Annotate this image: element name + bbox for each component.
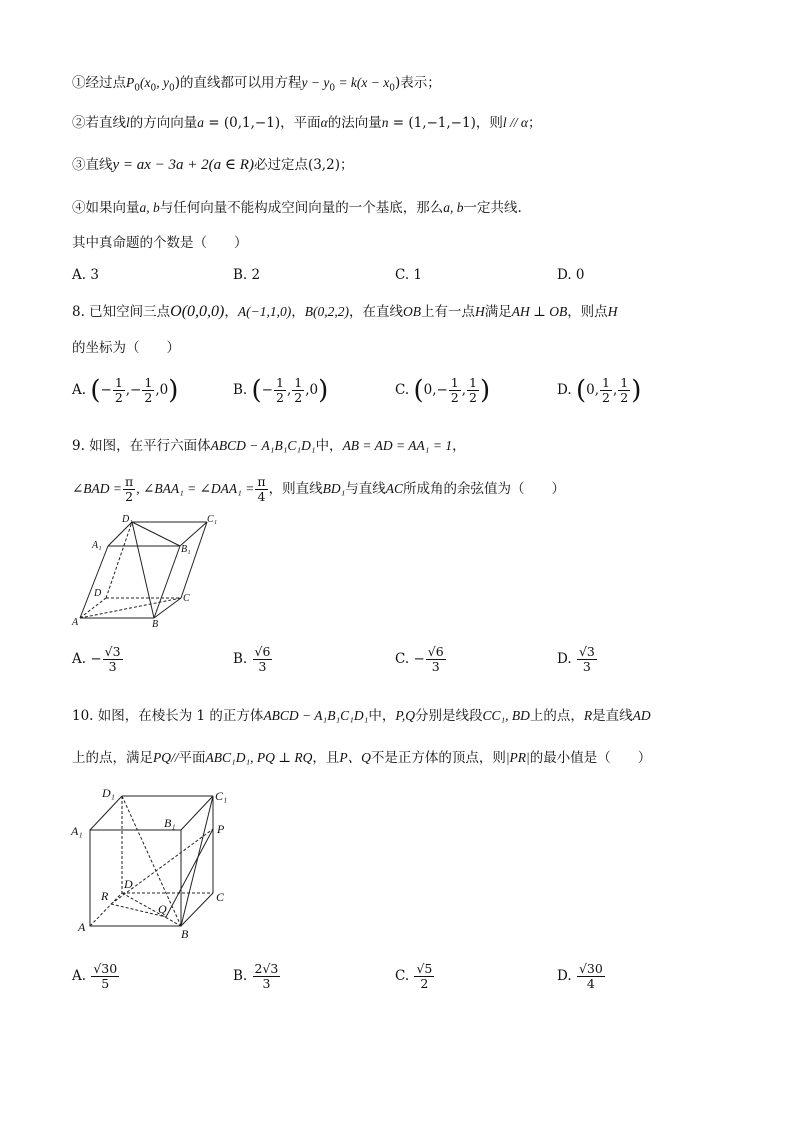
label-C1: C₁ <box>207 514 218 525</box>
q7-prompt: 其中真命题的个数是（ ） <box>72 235 248 251</box>
label-C: C <box>183 593 190 604</box>
label-C: C <box>216 890 225 904</box>
label-D1: D₁ <box>102 786 115 800</box>
q10-option-b: B. $\frac{2√3}{3}$ <box>233 961 279 991</box>
statement-4: ④如果向量a, b与任何向量不能构成空间向量的一个基底，那么a, b一定共线. <box>72 200 522 216</box>
label-B: B <box>181 927 189 941</box>
label-B1: B₁ <box>181 544 191 555</box>
q7-option-a: A. 3 <box>72 267 99 283</box>
statement-3: ③直线y = ax − 3a + 2(a ∈ R)必过定点(3,2)； <box>72 157 354 173</box>
label-R: R <box>101 889 109 903</box>
q8-option-c: C. (0,− $\frac{1}{2}$ , $\frac{1}{2}$ ) <box>395 375 491 406</box>
q8-option-b: B. (− $\frac{1}{2}$ , $\frac{1}{2}$ ,0) <box>233 375 329 406</box>
statement-2: ②若直线l的方向向量a = (0,1,−1)，平面α的法向量n = (1,−1,−1)，则l // α； <box>72 115 542 131</box>
q9-parallelepiped-figure <box>68 512 218 630</box>
q8-option-d: D. (0, $\frac{1}{2}$ , $\frac{1}{2}$ ) <box>557 375 642 406</box>
q10-cube-figure <box>68 783 243 943</box>
q8-stem-line2: 的坐标为（ ） <box>72 340 180 356</box>
q7-option-c: C. 1 <box>395 267 423 283</box>
q9-stem-line2: ∠BAD = $\frac{\pi}{2}$ , ∠BAA₁ = ∠DAA₁ = $\frac{\pi}{4}$ ，则直线BD₁与直线AC所成角的余弦值为（ ） <box>72 474 566 504</box>
q10-option-d: D. $\frac{√30}{4}$ <box>557 961 603 991</box>
q8-option-a: A. (− $\frac{1}{2}$ ,− $\frac{1}{2}$ ,0) <box>72 375 179 406</box>
q8-stem-line1: 8. 已知空间三点O(0,0,0)，A(−1,1,0)，B(0,2,2)，在直线OB上有一点H满足AH ⊥ OB，则点H <box>72 303 618 320</box>
q9-option-b: B. $\frac{√6}{3}$ <box>233 644 271 674</box>
label-P: P <box>217 822 225 836</box>
q7-option-b: B. 2 <box>233 267 261 283</box>
q9-stem-line1: 9. 如图，在平行六面体ABCD − A₁B₁C₁D₁中，AB = AD = AA₁ = 1， <box>72 438 466 454</box>
label-C1: C₁ <box>215 789 228 803</box>
q7-option-d: D. 0 <box>557 267 585 283</box>
q10-option-a: A. $\frac{√30}{5}$ <box>72 961 118 991</box>
label-D1: D₁ <box>122 514 133 525</box>
label-A1: A₁ <box>71 824 83 838</box>
q10-option-c: C. $\frac{√5}{2}$ <box>395 961 433 991</box>
q9-option-d: D. $\frac{√3}{3}$ <box>557 644 595 674</box>
label-A1: A₁ <box>92 540 102 551</box>
q10-stem-line1: 10. 如图，在棱长为 1 的正方体ABCD − A₁B₁C₁D₁中，P,Q分别是线段CC₁, BD上的点，R是直线AD <box>72 708 651 724</box>
label-A: A <box>72 617 79 628</box>
label-A: A <box>78 920 86 934</box>
label-D: D <box>94 588 102 599</box>
label-D: D <box>124 877 133 891</box>
label-Q: Q <box>158 902 167 916</box>
q9-option-c: C. − $\frac{√6}{3}$ <box>395 644 444 674</box>
label-B1: B₁ <box>164 816 176 830</box>
q9-option-a: A. − $\frac{√3}{3}$ <box>72 644 121 674</box>
q10-stem-line2: 上的点，满足PQ//平面ABC₁D₁, PQ ⊥ RQ，且P、Q不是正方体的顶点，则|PR|的最小值是（ ） <box>72 750 652 766</box>
label-B: B <box>152 619 159 630</box>
statement-1: ①经过点$P_0(x_0$, $y_0$)的直线都可以用方程$y - y_0 = k(x - x_0)$表示； <box>72 75 441 94</box>
